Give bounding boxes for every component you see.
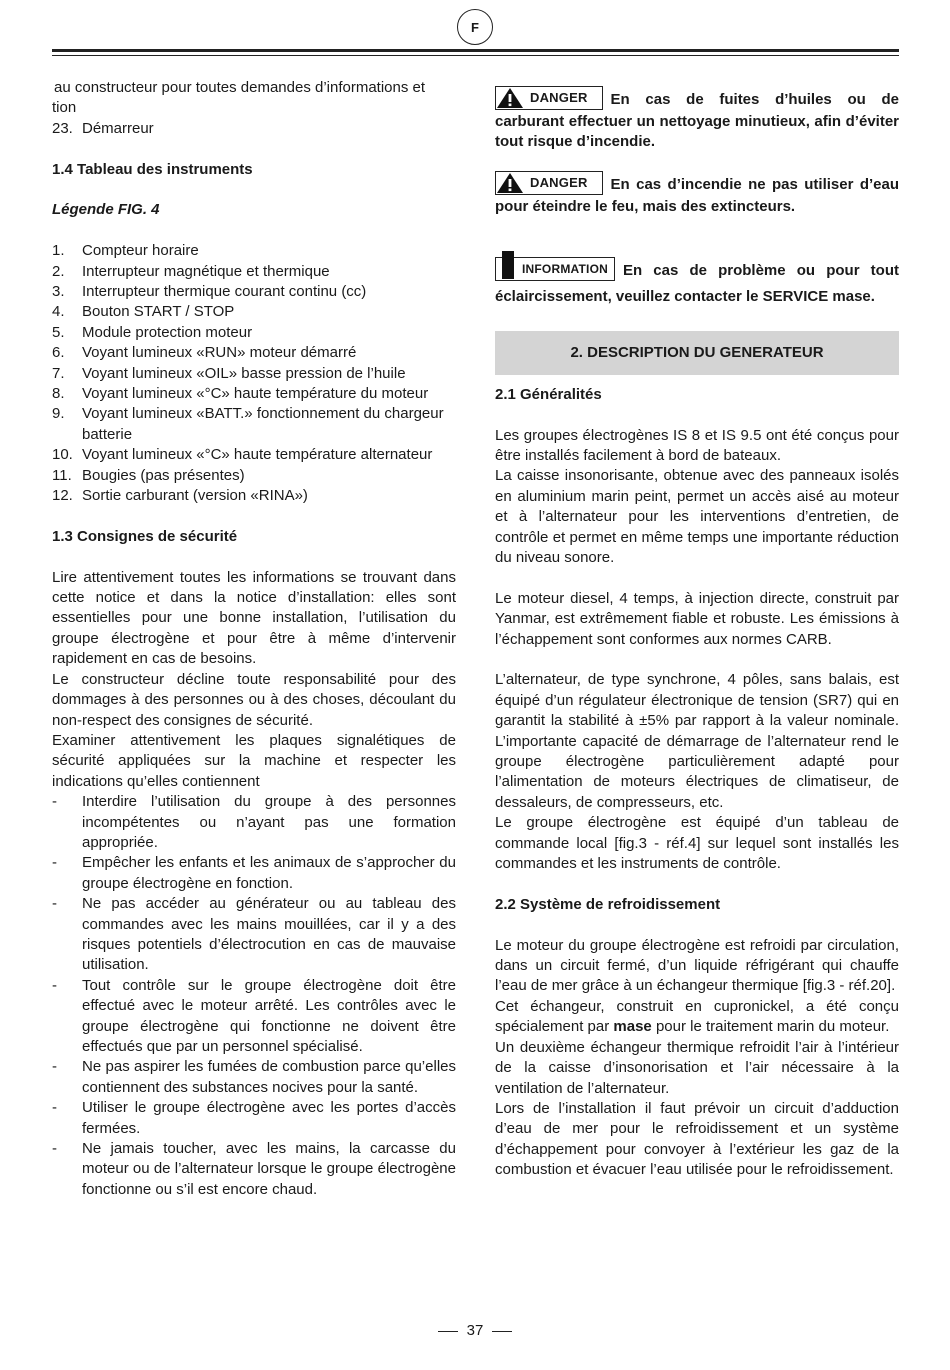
language-badge-label: F [471, 19, 479, 35]
danger-tag [495, 171, 603, 195]
heading-1-3: 1.3 Consignes de sécurité [52, 527, 238, 545]
instrument-list-item: 11. Bougies (pas présentes) [52, 466, 245, 484]
generalites-p1: Les groupes électrogènes IS 8 et IS 9.5 ont été conçus pour être installés facilement à bord de bateaux. [495, 426, 899, 464]
cooling-p4: Lors de l’installation il faut prévoir un circuit d’adduction d’eau de mer pour le refroidissement et un système d’échappement pour convoyer à l’extérieur les gaz de la combustion et évacuer l’eau utilisée pour le refroidissement. [495, 1099, 899, 1179]
safety-list-item: - Empêcher les enfants et les animaux de s’approcher du groupe électrogène en fonction. [52, 854, 456, 892]
language-badge [457, 9, 493, 45]
danger-label: DANGER [530, 89, 588, 105]
heading-2-2: 2.2 Système de refroidissement [495, 895, 721, 913]
intro-line-cont: tion [52, 99, 77, 117]
info-tag [495, 257, 615, 281]
instrument-list-item: 10. Voyant lumineux «°C» haute température alternateur [52, 446, 433, 464]
heading-1-4: 1.4 Tableau des instruments [52, 160, 253, 178]
page-footer [0, 1322, 950, 1339]
generalites-p4: L’alternateur, de type synchrone, 4 pôles, sans balais, est équipé d’un régulateur électronique de tension (SR7) qui en garantit la stabilité à ±5% par rapport à la valeur nominale. L’importante capacité de démarrage de l’alternateur rend le groupe électrogène particulièrement adapté pour l’alimentation de moteurs électriques de climatiseur, de dessaleurs, de compresseurs, etc. [495, 671, 899, 811]
danger-notice-2 [495, 173, 899, 217]
danger-label: DANGER [530, 175, 588, 190]
brand-mase: mase [613, 1018, 652, 1036]
generalites-p3: Le moteur diesel, 4 temps, à injection directe, construit par Yanmar, est extrêmement fiable et robuste. Les émissions à l’échappement sont conformes aux normes CARB. [495, 589, 899, 648]
instrument-list-item: 8. Voyant lumineux «°C» haute température du moteur [52, 385, 429, 403]
information-icon [502, 251, 514, 279]
safety-list [52, 792, 456, 1200]
generalites-p5: Le groupe électrogène est équipé d’un tableau de commande local [fig.3 - réf.4] sur lequel sont installés les commandes et les instruments de contrôle. [495, 814, 899, 873]
safety-list-item: - Tout contrôle sur le groupe électrogène doit être effectué avec le moteur arrêté. Les contrôles avec le groupe électrogène qui fonctionne ne doivent être effectués que par un personnel spécialisé. [52, 976, 456, 1056]
header-rule-thin [52, 55, 899, 56]
instrument-list-item: 9. Voyant lumineux «BATT.» fonctionnement du chargeur batterie [52, 405, 444, 443]
danger-text-1: En cas de fuites d’huiles ou de carburant effectuer un nettoyage minutieux, afin d’éviter tout risque d’incendie. [495, 90, 899, 151]
right-column [495, 88, 899, 1181]
intro-line: au constructeur pour toutes demandes d’informations et [54, 79, 426, 96]
instrument-list-item: 4. Bouton START / STOP [52, 303, 235, 321]
safety-list-item: - Ne pas accéder au générateur ou au tableau des commandes avec les mains mouillées, car il y a des risques potentiels d’électrocution en cas de mauvaise utilisation. [52, 895, 456, 974]
info-text: En cas de problème ou pour tout éclaircissement, veuillez contacter le SERVICE mase. [495, 262, 899, 306]
left-column [52, 78, 456, 1200]
instrument-list-item: 1. Compteur horaire [52, 242, 199, 260]
instrument-list-item: 7. Voyant lumineux «OIL» basse pression de l’huile [52, 364, 406, 382]
list-item-23: 23. Démarreur [52, 119, 154, 137]
info-label: INFORMATION [522, 262, 608, 277]
cooling-p2: Cet échangeur, construit en cupronickel, a été conçu spécialement par mase pour le traitement marin du moteur. [495, 997, 899, 1036]
legend-title: Légende FIG. 4 [52, 201, 160, 219]
danger-notice-1 [495, 88, 899, 153]
instrument-list-item: 2. Interrupteur magnétique et thermique [52, 262, 330, 280]
warning-triangle-icon [496, 87, 524, 109]
instrument-list-item: 3. Interrupteur thermique courant continu (cc) [52, 283, 367, 301]
safety-list-item: - Ne jamais toucher, avec les mains, la carcasse du moteur ou de l’alternateur lorsque le groupe électrogène fonctionne ou s’il est encore chaud. [52, 1140, 456, 1198]
generalites-p2: La caisse insonorisante, obtenue avec des panneaux isolés en aluminium marin peint, permet un accès aisé au moteur et à l’alternateur pour les interventions d’entretien, de contrôle et permet en même temps une importante réduction du niveau sonore. [495, 467, 899, 567]
footer-dash-left [438, 1331, 458, 1332]
danger-tag [495, 86, 603, 110]
safety-list-item: - Interdire l’utilisation du groupe à des personnes incompétentes ou n’ayant pas une formation appropriée. [52, 793, 456, 851]
safety-paragraph-2: Le constructeur décline toute responsabilité pour des dommages à des personnes ou à des choses, découlant du non-respect des consignes de sécurité. [52, 670, 456, 729]
danger-text-2: En cas d’incendie ne pas utiliser d’eau pour éteindre le feu, mais des extincteurs. [495, 176, 899, 216]
cooling-p3: Un deuxième échangeur thermique refroidit l’air à l’intérieur de la caisse d’insonorisation et l’air nécessaire à la ventilation de l’alternateur. [495, 1038, 899, 1097]
instrument-list-item: 5. Module protection moteur [52, 323, 253, 341]
footer-dash-right [492, 1331, 512, 1332]
instrument-list-item: 6. Voyant lumineux «RUN» moteur démarré [52, 344, 357, 362]
cooling-p1: Le moteur du groupe électrogène est refroidi par circulation, dans un circuit fermé, d’un liquide réfrigérant qui chauffe l’eau de mer grâce à un échangeur thermique [fig.3 - réf.20]. [495, 936, 899, 995]
safety-list-item: - Ne pas aspirer les fumées de combustion parce qu’elles contiennent des substances nocives pour la santé. [52, 1058, 456, 1096]
heading-2-1: 2.1 Généralités [495, 385, 602, 403]
safety-paragraph-1: Lire attentivement toutes les informations se trouvant dans cette notice et dans la notice d’installation: elles sont essentielles pour une bonne installation, l’utilisation du groupe électrogène et pour être à même d’intervenir rapidement en cas de besoins. [52, 568, 456, 668]
safety-list-item: - Utiliser le groupe électrogène avec les portes d’accès fermées. [52, 1099, 456, 1137]
instrument-list-item: 12. Sortie carburant (version «RINA») [52, 487, 308, 505]
page-number: 37 [466, 1322, 484, 1339]
instrument-list [52, 241, 456, 506]
header-rule [52, 49, 899, 52]
safety-paragraph-3: Examiner attentivement les plaques signalétiques de sécurité appliquées sur la machine et respecter les indications qu’elles contiennent [52, 731, 456, 790]
warning-triangle-icon [496, 172, 524, 194]
section-2-title: 2. DESCRIPTION DU GENERATEUR [495, 331, 899, 375]
info-notice [495, 258, 899, 310]
